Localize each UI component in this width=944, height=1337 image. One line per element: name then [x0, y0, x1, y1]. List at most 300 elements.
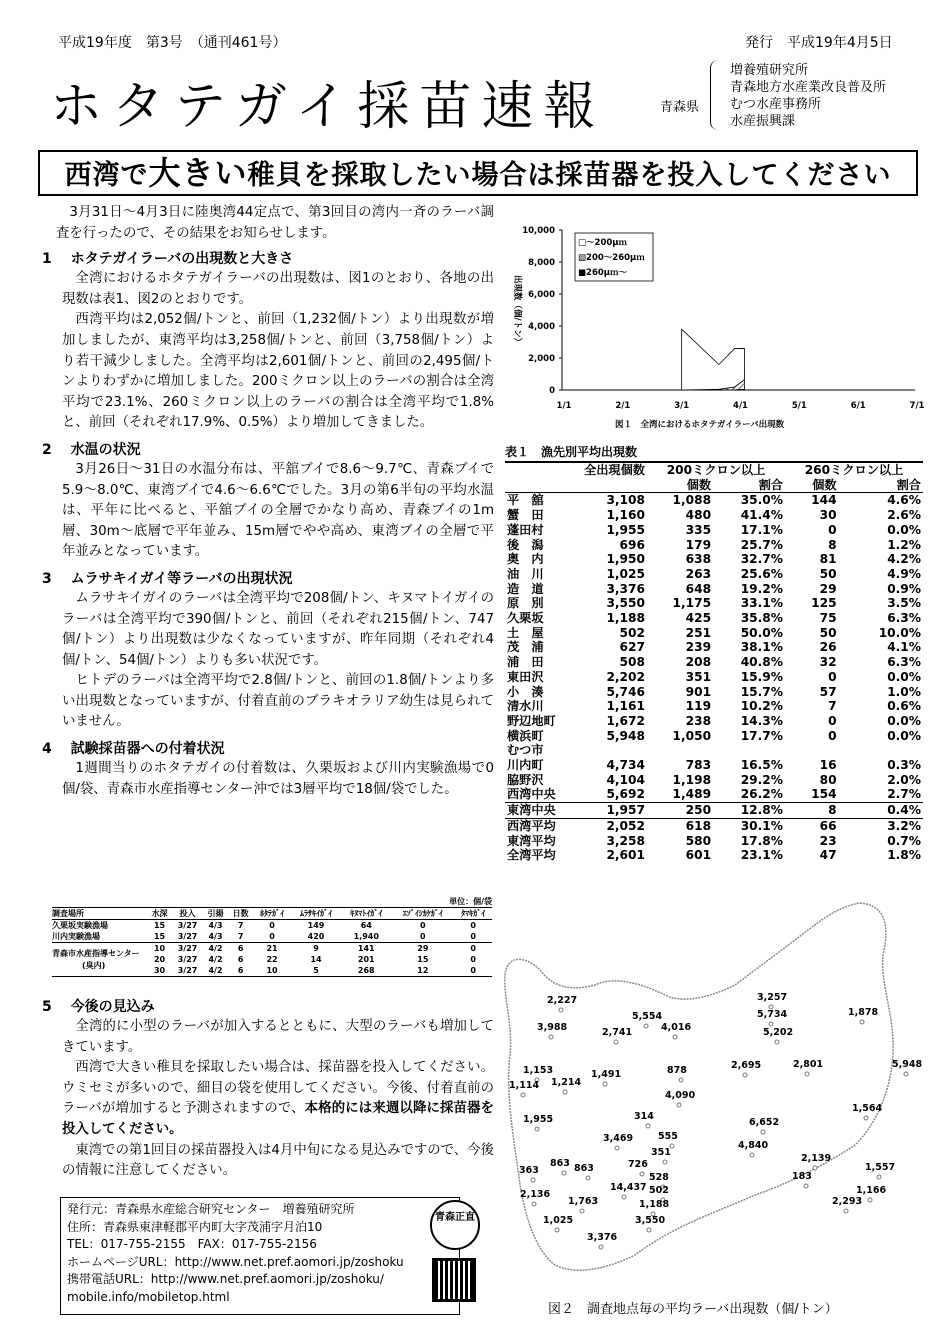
y-tick-label: 0	[549, 386, 555, 396]
table-cell: 1,161	[606, 699, 645, 714]
table-row	[505, 729, 923, 744]
table-row	[505, 714, 923, 729]
legend-item: ▧200～260μｍ	[578, 253, 645, 263]
table-cell: 201	[357, 955, 375, 964]
table-header: 200ミクロン以上	[666, 463, 766, 477]
table-cell: 1,188	[606, 611, 645, 626]
table-cell: 10	[153, 944, 166, 953]
table-cell: 3,108	[606, 493, 645, 508]
station-marker	[521, 1093, 525, 1097]
table-cell: 15	[417, 955, 429, 964]
station-marker	[646, 1124, 650, 1128]
table-row	[505, 818, 923, 833]
table-cell: 35.8%	[740, 611, 783, 626]
bay-map	[495, 895, 935, 1295]
table-cell: 22	[266, 955, 278, 964]
table-cell: 23	[819, 833, 837, 848]
table-cell: 0.7%	[887, 833, 921, 848]
station-value: 1,153	[523, 1065, 554, 1076]
station-marker	[614, 1040, 618, 1044]
station-value: 1,955	[523, 1114, 554, 1125]
table-cell: 16.5%	[740, 758, 783, 773]
table-cell: 17.1%	[740, 522, 783, 537]
station-marker	[679, 1078, 683, 1082]
station-marker	[559, 1008, 563, 1012]
table-cell: 335	[685, 522, 712, 537]
table-cell	[785, 743, 839, 758]
station-marker	[844, 1209, 848, 1213]
table-row	[505, 493, 923, 508]
table-cell: 1,950	[606, 552, 645, 567]
table-cell: 144	[811, 493, 837, 508]
station-value: 2,293	[832, 1196, 863, 1207]
table-cell	[713, 743, 785, 758]
station-value: 1,166	[856, 1185, 887, 1196]
table-cell: 4.1%	[887, 640, 921, 655]
table-cell: 179	[685, 537, 712, 552]
station-marker	[555, 1228, 559, 1232]
table-cell: 浦 田	[507, 655, 544, 670]
contact-box	[60, 1197, 460, 1315]
station-value: 1,557	[865, 1162, 896, 1173]
table-cell: 7	[828, 699, 837, 714]
table-cell: 29	[417, 944, 429, 953]
table-cell: 1,957	[575, 803, 647, 819]
table-header: ｷﾇﾏﾄｲｶﾞｲ	[350, 909, 383, 918]
table-cell: 1.2%	[887, 537, 921, 552]
table-cell: 2.7%	[887, 787, 921, 802]
table-cell: 30	[819, 508, 837, 523]
station-value: 2,136	[520, 1189, 551, 1200]
headline-part2: 稚貝を採取したい場合は採苗器を投入してください	[247, 160, 892, 191]
section-number: 2	[42, 441, 52, 458]
table-cell: 2.6%	[887, 508, 921, 523]
table-cell: 250	[647, 803, 713, 819]
section-number: 3	[42, 570, 52, 587]
table-cell: 7	[237, 932, 244, 941]
table-cell: 125	[811, 596, 837, 611]
station-marker	[805, 1072, 809, 1076]
table-cell: 3/27	[177, 966, 198, 975]
attachment-data-table	[52, 907, 492, 977]
table-header: 投入	[179, 909, 196, 918]
station-value: 863	[550, 1158, 570, 1169]
station-value: 878	[667, 1065, 687, 1076]
table-row	[505, 582, 923, 597]
station-marker	[663, 1160, 667, 1164]
station-marker	[904, 1072, 908, 1076]
station-value: 1,491	[591, 1069, 622, 1080]
table-header-row	[505, 478, 923, 493]
table-header: 個数	[686, 477, 712, 492]
table-cell: 149	[307, 921, 325, 930]
table-row	[505, 848, 923, 863]
station-marker	[750, 1153, 754, 1157]
table-cell: 502	[619, 625, 645, 640]
table-cell: 2,202	[606, 669, 645, 684]
prefecture: 青森県	[660, 100, 700, 115]
table-cell: 17.7%	[740, 728, 783, 743]
table-cell: 238	[685, 713, 712, 728]
station-marker	[563, 1090, 567, 1094]
table-cell: 1,088	[672, 493, 712, 508]
table-row	[505, 508, 923, 523]
table-header-row	[52, 908, 492, 920]
table-cell	[575, 743, 647, 758]
station-marker	[804, 1184, 808, 1188]
table-cell: 1,025	[606, 566, 645, 581]
table-unit: 単位：個/袋	[449, 897, 492, 906]
table-row	[505, 773, 923, 788]
table-cell: 1,955	[606, 522, 645, 537]
table-cell: 627	[619, 640, 645, 655]
table-cell: 35.0%	[740, 493, 783, 508]
table-cell: 29.2%	[740, 772, 783, 787]
stamp-text: 青森正直	[435, 1212, 475, 1223]
table-cell: 造 道	[507, 581, 544, 596]
table-cell	[839, 743, 923, 758]
table-row	[505, 655, 923, 670]
table-cell: 15	[153, 921, 166, 930]
table-row	[505, 803, 923, 819]
station-marker	[673, 1035, 677, 1039]
station-value: 3,376	[587, 1232, 618, 1243]
station-value: 1,188	[639, 1199, 670, 1210]
table-cell: 50.0%	[740, 625, 783, 640]
table-cell: 0.0%	[887, 713, 921, 728]
table-cell: 12	[417, 966, 429, 975]
section-title: ホタテガイラーバの出現数と大きさ	[70, 251, 294, 268]
table-cell: 783	[685, 758, 712, 773]
table-cell: 川内実験漁場	[52, 932, 100, 941]
station-value: 351	[651, 1147, 671, 1158]
station-value: 3,550	[635, 1215, 666, 1226]
table-cell: 25.7%	[740, 537, 783, 552]
qr-code	[432, 1258, 476, 1302]
table-header: 調査場所	[52, 909, 84, 918]
table-cell: 14	[310, 955, 322, 964]
table-cell: 40.8%	[740, 655, 783, 670]
chart-title: 図１ 全湾におけるホタテガイラーバ出現数	[615, 420, 785, 430]
table-cell: 50	[819, 566, 837, 581]
section-paragraph: 西湾平均は2,052個/トンと、前回（1,232個/トン）より出現数が増加しましたが、東湾平均は3,258個/トンと、前回（3,758個/トン）より若干減少しました。全湾平均は2,601個/トンと、前回の2,495個/トンよりわずかに増加しました。200ミクロン以上のラーバの割合は全湾平均で23.1%、260ミクロン以上のラーバの割合は全湾平均で1.8%と、前回（それぞれ17.9%、0.5%）より増加してきました。	[62, 312, 494, 431]
table-cell: 154	[811, 787, 837, 802]
station-value: 183	[792, 1171, 812, 1182]
table-cell: 2.0%	[887, 772, 921, 787]
station-value: 555	[658, 1131, 678, 1142]
table-row	[505, 523, 923, 538]
y-tick-label: 10,000	[522, 226, 555, 236]
station-value: 5,948	[892, 1059, 923, 1070]
section-paragraph: 全湾におけるホタテガイラーバの出現数は、図1のとおり、各地の出現数は表1、図2のとおりです。	[62, 271, 494, 307]
homepage-url[interactable]: ホームページURL：http://www.net.pref.aomori.jp/zoshoku	[67, 1254, 404, 1269]
section-number: 4	[42, 741, 52, 758]
y-tick-label: 6,000	[528, 290, 555, 300]
table-cell: 3/27	[177, 921, 198, 930]
outlook-text: 西湾で大きい稚貝を採取したい場合は、採苗器を投入してください。ウミセミが多いので、細目の袋を使用してください。今後、付着直前のラーバが増加すると予測されますので、	[62, 1060, 494, 1117]
stamp-seal	[430, 1200, 480, 1250]
table-cell: 8	[785, 803, 839, 819]
map-caption: 図２ 調査地点毎の平均ラーバ出現数（個/トン）	[548, 1302, 838, 1317]
mobile-url-cont[interactable]: mobile.info/mobiletop.html	[67, 1289, 230, 1304]
table-cell: 油 川	[507, 566, 544, 581]
table-cell: 3.5%	[887, 596, 921, 611]
table-cell: 1,175	[672, 596, 712, 611]
table-cell: 6.3%	[887, 611, 921, 626]
table-cell: 57	[819, 684, 837, 699]
table-cell: 3,258	[606, 833, 645, 848]
station-value: 3,469	[603, 1133, 634, 1144]
table-cell: 32.7%	[740, 552, 783, 567]
table-row	[505, 626, 923, 641]
section-paragraph: 1週間当りのホタテガイの付着数は、久栗坂および川内実験漁場で0個/袋、青森市水産指導センター沖では3層平均で18個/袋でした。	[62, 761, 494, 797]
station-value: 2,695	[731, 1060, 762, 1071]
table-cell: 239	[685, 640, 712, 655]
table-cell: 30.1%	[713, 818, 785, 833]
table-cell: 清水川	[507, 699, 544, 714]
table-cell: 3/27	[177, 944, 198, 953]
table-cell: 蟹 田	[507, 508, 544, 523]
section-paragraph: 全湾的に小型のラーバが加入するとともに、大型のラーバも増加してきています。	[62, 1019, 494, 1055]
table-cell: 原 別	[507, 596, 544, 611]
org-item: 増養殖研究所	[730, 63, 809, 78]
y-tick-label: 8,000	[528, 258, 555, 268]
station-marker	[743, 1073, 747, 1077]
table-row	[505, 758, 923, 773]
table-cell: 4/3	[208, 921, 223, 930]
table-cell: 1.8%	[887, 848, 921, 863]
table-row	[505, 685, 923, 700]
x-tick-label: 3/1	[674, 401, 690, 411]
organization-list	[730, 62, 886, 130]
table-cell: 4.9%	[887, 566, 921, 581]
headline-big: 大きい	[148, 154, 248, 192]
table-cell: 1,050	[672, 728, 712, 743]
station-marker	[860, 1020, 864, 1024]
table-cell: 4,734	[606, 758, 645, 773]
station-value: 1,878	[848, 1007, 879, 1018]
section-paragraph: ムラサキイガイのラーバは全湾平均で208個/トン、キヌマトイガイのラーバは全湾平均で390個/トンと、前回（それぞれ215個/トン、747個/トン）より出現数は少なくなっていますが、昨年同期（それぞれ4個/トン、54個/トン）よりも多い状況です。	[62, 590, 494, 668]
table-header: 水深	[151, 909, 168, 918]
table-cell: 66	[785, 818, 839, 833]
table-cell: 平 舘	[507, 493, 544, 508]
table-header: 割合	[896, 477, 921, 492]
table-cell: 茂 浦	[507, 640, 544, 655]
table-cell: 3/27	[177, 955, 198, 964]
station-value: 726	[628, 1159, 648, 1170]
table-cell: 33.1%	[740, 596, 783, 611]
legend-item: □～200μｍ	[578, 238, 628, 248]
table-cell: 268	[357, 966, 375, 975]
table-cell: 東湾中央	[505, 803, 575, 819]
table-cell: 1,160	[606, 508, 645, 523]
table-header: 全出現個数	[584, 463, 645, 477]
table-cell: 7	[237, 921, 244, 930]
x-tick-label: 7/1	[909, 401, 925, 411]
table-header: 割合	[758, 477, 783, 492]
table-cell: 80	[819, 772, 837, 787]
larva-chart	[505, 215, 925, 435]
station-marker	[622, 1195, 626, 1199]
table-cell: 425	[685, 611, 712, 626]
station-marker	[549, 1035, 553, 1039]
table-cell: 638	[685, 552, 712, 567]
table-cell: 420	[307, 932, 325, 941]
table-cell: 3,550	[606, 596, 645, 611]
section-title: 水温の状況	[70, 441, 141, 458]
table-cell: 5,692	[606, 787, 645, 802]
table-row	[505, 596, 923, 611]
table-cell: 23.1%	[740, 848, 783, 863]
station-value: 363	[519, 1165, 539, 1176]
table-cell: 0	[470, 966, 476, 975]
table-cell: 0.6%	[887, 699, 921, 714]
table-cell: むつ市	[507, 743, 544, 758]
table-cell: 0.0%	[887, 669, 921, 684]
station-value: 528	[649, 1172, 669, 1183]
table-cell: 4/2	[208, 955, 223, 964]
station-value: 4,016	[661, 1022, 692, 1033]
map-svg	[495, 895, 935, 1295]
table-cell: 2,052	[575, 818, 647, 833]
table-cell: 618	[647, 818, 713, 833]
table-cell: 1,489	[672, 787, 712, 802]
table-cell: 0	[420, 921, 426, 930]
x-tick-label: 4/1	[733, 401, 748, 411]
section-heading	[42, 249, 494, 269]
station-marker	[647, 1228, 651, 1232]
table-cell: 4/3	[208, 932, 223, 941]
table-cell: 81	[819, 552, 837, 567]
location-table	[505, 463, 923, 863]
mobile-url[interactable]: 携帯電話URL：http://www.net.pref.aomori.jp/zoshoku/	[67, 1272, 384, 1286]
table-cell: 4.2%	[887, 552, 921, 567]
body-upper	[42, 203, 494, 800]
table-cell: 0	[269, 921, 275, 930]
table-cell: 5,746	[606, 684, 645, 699]
publisher: 発行元：青森県水産総合研究センター 増養殖研究所	[67, 1202, 355, 1216]
table-cell: 0.0%	[887, 522, 921, 537]
station-marker	[813, 1166, 817, 1170]
station-marker	[599, 1245, 603, 1249]
chart-svg	[505, 215, 925, 435]
y-tick-label: 4,000	[528, 322, 555, 332]
station-value: 5,554	[632, 1011, 663, 1022]
table-cell: 0	[828, 728, 837, 743]
station-marker	[864, 1116, 868, 1120]
x-tick-label: 1/1	[556, 401, 572, 411]
station-marker	[532, 1202, 536, 1206]
section-title: 今後の見込み	[70, 999, 155, 1015]
section-paragraph: 東湾での第1回目の採苗器投入は4月中旬になる見込みですので、今後の情報に注意してください。	[62, 1142, 494, 1179]
table-cell: 3/27	[177, 932, 198, 941]
section-paragraph: 3月26日～31日の水温分布は、平舘ブイで8.6～9.7℃、青森ブイで5.9～8.0℃、東湾ブイで4.6～6.6℃でした。3月の第6半旬の平均水温は、平年に比べると、平舘ブイの全層でかなり高め、青森ブイの1m層、30m～底層で平年並み、15m層でやや高め、東湾ブイの全層で平年並みとなっています。	[62, 461, 494, 560]
table-row	[505, 567, 923, 582]
table-cell: 64	[360, 921, 372, 930]
table-cell: 4,104	[606, 772, 645, 787]
phone-fax: TEL：017-755-2155 FAX：017-755-2156	[67, 1237, 317, 1251]
table-cell: 東田沢	[507, 669, 544, 684]
table-row	[505, 834, 923, 849]
section-heading	[42, 739, 494, 759]
intro-text: 3月31日～4月3日に陸奥湾44定点で、第3回目の湾内一斉のラーバ調査を行ったので、その結果をお知らせします。	[56, 205, 494, 241]
section-title: 試験採苗器への付着状況	[70, 741, 225, 758]
table-cell: 1,198	[672, 772, 712, 787]
station-marker	[761, 1130, 765, 1134]
section-title: ムラサキイガイ等ラーバの出現状況	[70, 570, 293, 587]
table-cell: 奥 内	[507, 552, 544, 567]
table-cell: 4/2	[208, 944, 223, 953]
table-cell: 土 屋	[507, 625, 544, 640]
station-value: 2,801	[793, 1059, 824, 1070]
section-paragraph: ヒトデのラーバは全湾平均で2.8個/トンと、前回の1.8個/トンより多い出現数となっていますが、付着直前のブラキオラリア幼生は見られていません。	[62, 673, 494, 730]
table-cell: 蓬田村	[507, 522, 544, 537]
y-tick-label: 2,000	[528, 354, 555, 364]
station-value: 2,741	[602, 1027, 633, 1038]
table-cell: 6.3%	[887, 655, 921, 670]
table-cell: 15.7%	[740, 684, 783, 699]
table-cell: 75	[819, 611, 837, 626]
bracket	[710, 60, 724, 130]
section-heading	[42, 440, 494, 460]
center-sublabel: (臭内)	[82, 960, 106, 970]
section-heading	[42, 569, 494, 589]
table-cell: 351	[685, 669, 712, 684]
y-axis-label: 出現数（個/トン）	[512, 275, 522, 347]
table-cell: 696	[619, 537, 645, 552]
table-header: ﾎﾀﾃｶﾞｲ	[260, 909, 285, 918]
table-row	[505, 640, 923, 655]
table-cell: 119	[685, 699, 712, 714]
table-row	[505, 611, 923, 626]
table-cell: 10.0%	[878, 625, 921, 640]
station-value: 14,437	[610, 1182, 647, 1193]
table-row	[505, 670, 923, 685]
station-marker	[586, 1176, 590, 1180]
table-cell: 6	[237, 944, 244, 953]
table-cell: 東湾平均	[507, 833, 556, 848]
station-marker	[775, 1040, 779, 1044]
table-cell: 9	[313, 944, 319, 953]
attachment-table	[52, 896, 492, 977]
table-cell: 4/2	[208, 966, 223, 975]
table-cell: 47	[819, 848, 837, 863]
table-header: ｴｿﾞｲｼｶｹｶﾞｲ	[402, 909, 443, 918]
station-value: 2,139	[801, 1153, 832, 1164]
station-marker	[531, 1178, 535, 1182]
station-marker	[868, 1198, 872, 1202]
table-cell: 32	[819, 655, 837, 670]
table-cell: 6	[237, 955, 244, 964]
issue-date: 発行 平成19年4月5日	[745, 35, 893, 51]
table-header: ﾀﾏｷｶﾞｲ	[461, 909, 486, 918]
station-value: 5,202	[763, 1027, 794, 1038]
address: 住所：青森県東津軽郡平内町大字茂浦字月泊10	[67, 1219, 323, 1234]
x-tick-label: 5/1	[791, 401, 807, 411]
table-caption: 表１ 漁先別平均出現数	[505, 443, 923, 463]
center-label: 青森市水産指導センター	[52, 948, 140, 958]
legend-item: ■260μｍ～	[578, 268, 628, 278]
org-item: 水産振興課	[730, 114, 796, 129]
station-value: 1,763	[568, 1196, 599, 1207]
table-cell: 29	[819, 581, 837, 596]
x-tick-label: 6/1	[850, 401, 866, 411]
table-cell: 8	[828, 537, 837, 552]
section-heading	[42, 997, 494, 1017]
headline-banner	[38, 150, 918, 196]
station-value: 314	[634, 1111, 654, 1122]
station-marker	[677, 1103, 681, 1107]
